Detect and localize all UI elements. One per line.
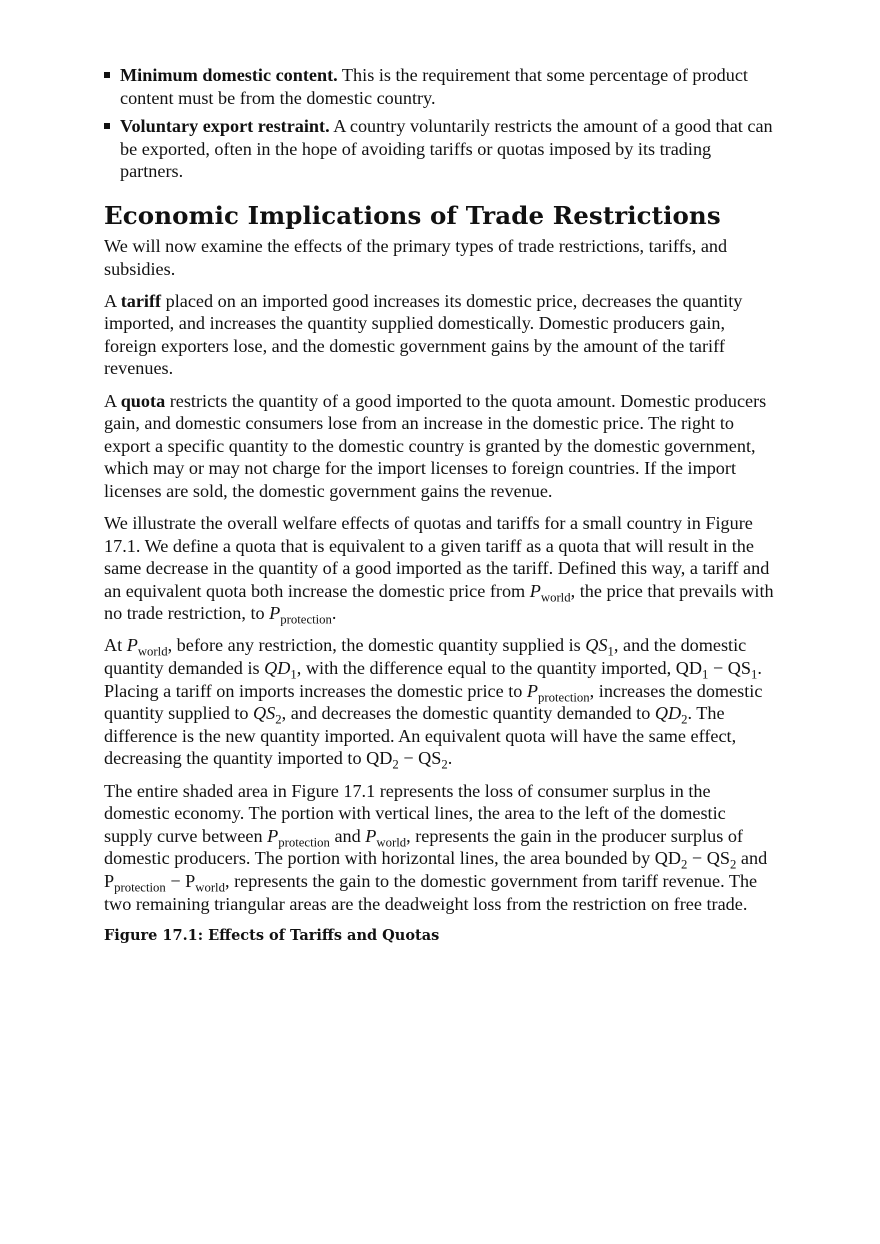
section-heading: Economic Implications of Trade Restrictions	[104, 200, 721, 230]
bullet-minimum-domestic-content	[104, 64, 776, 109]
paragraph-surplus: The entire shaded area in Figure 17.1 represents the loss of consumer surplus in the domestic economy. The portion with vertical lines, the area to the left of the domestic supply curve between $P_{protection}$ and $P_{world}$, represents the gain in the producer surplus of domestic producers. The portion with horizontal lines, the area bounded by $QD_2 - QS_2$ and $P_{protection} - P_{world}$, represents the gain to the domestic government from tariff revenue. The two remaining triangular areas are the deadweight loss from the restriction on free trade.	[104, 780, 768, 914]
bullet-text: This is the requirement that some percentage of product content must be from the domestic country.	[120, 65, 748, 108]
bullet-voluntary-export-restraint	[104, 115, 776, 183]
page-content	[104, 64, 776, 946]
paragraph-quantities: At $P_{world}$, before any restriction, the domestic quantity supplied is $QS_1$, and the domestic quantity demanded is $QD_1$, with the difference equal to the quantity imported, $QD_1 - QS_1$. Placing a tariff on imports increases the domestic price to $P_{protection}$, increases the domestic quantity supplied to $QS_2$, and decreases the domestic quantity demanded to $QD_2$. The difference is the new quantity imported. An equivalent quota will have the same effect, decreasing the quantity imported to $QD_2 - QS_2$.	[104, 635, 763, 772]
bullet-term: Minimum domestic content.	[120, 65, 338, 85]
paragraph-quota: A quota restricts the quantity of a good imported to the quota amount. Domestic producers gain, and domestic consumers lose from an increase in the domestic price. The right to export a specific quantity to the domestic country is granted by the domestic government, which may or may not charge for the import licenses to foreign countries. If the import licenses are sold, the domestic government gains the revenue.	[104, 390, 767, 501]
term-tariff: tariff	[120, 290, 162, 311]
figure-caption: Figure 17.1: Effects of Tariffs and Quotas	[104, 927, 440, 945]
bullet-term: Voluntary export restraint.	[120, 116, 330, 137]
trade-restriction-list	[104, 64, 776, 183]
bullet-text: A country voluntarily restricts the amount of a good that can be exported, often in the hope of avoiding tariffs or quotas imposed by its trading partners.	[120, 116, 773, 182]
paragraph-welfare: We illustrate the overall welfare effects of quotas and tariffs for a small country in Figure 17.1. We define a quota that is equivalent to a given tariff as a quota that will result in the same decrease in the quantity of a good imported as the tariff. Defined this way, a tariff and an equivalent quota both increase the domestic price from $P_{world}$, the price that prevails with no trade restriction, to $P_{protection}$.	[104, 513, 774, 627]
paragraph-tariff: A tariff placed on an imported good increases its domestic price, decreases the quantity imported, and increases the quantity supplied domestically. Domestic producers gain, foreign exporters lose, and the domestic government gains by the amount of the tariff revenues.	[104, 290, 743, 379]
paragraph-intro: We will now examine the effects of the primary types of trade restrictions, tariffs, and subsidies.	[104, 235, 728, 279]
square-bullet-icon	[104, 123, 110, 129]
term-quota: quota	[120, 390, 166, 411]
square-bullet-icon	[104, 72, 110, 78]
